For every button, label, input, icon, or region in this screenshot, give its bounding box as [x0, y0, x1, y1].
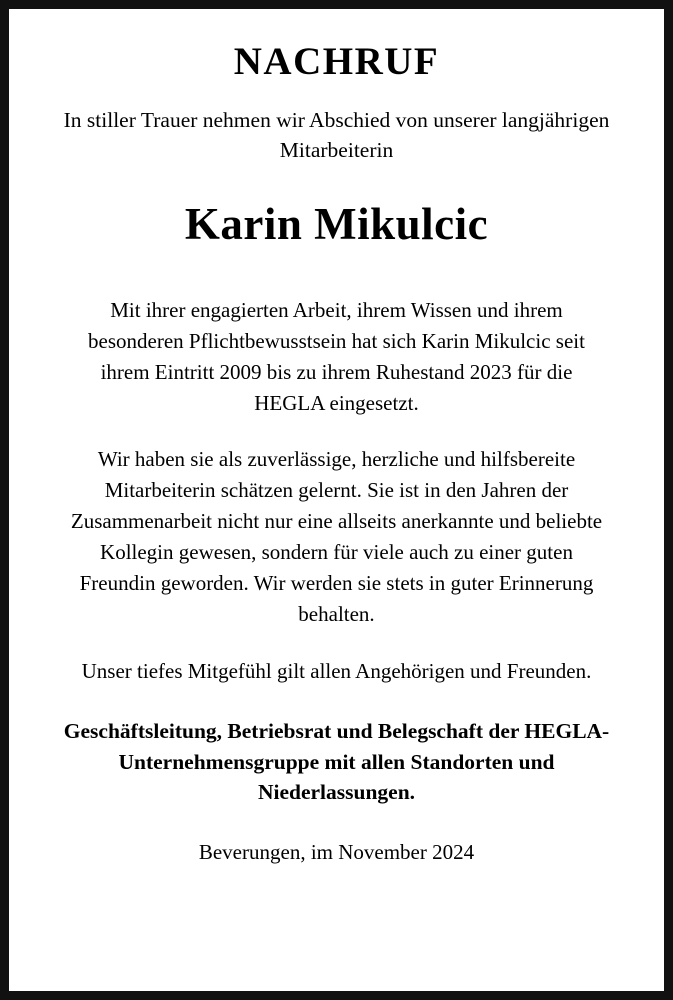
tribute-paragraph-1: Mit ihrer engagierten Arbeit, ihrem Wissen und ihrem besonderen Pflichtbewusstsein hat sich Karin Mikulcic seit ihrem Eintritt 2009 bis zu ihrem Ruhestand 2023 für die HEGLA eingesetzt.: [88, 297, 585, 415]
page-title: NACHRUF: [233, 40, 440, 83]
condolence-paragraph: Unser tiefes Mitgefühl gilt allen Angehörigen und Freunden.: [81, 658, 592, 683]
obituary-content: [9, 9, 664, 991]
place-and-date: Beverungen, im November 2024: [198, 839, 475, 864]
intro-text: In stiller Trauer nehmen wir Abschied von unserer langjährigen Mitarbeiterin: [63, 107, 610, 162]
deceased-name: Karin Mikulcic: [184, 199, 489, 250]
tribute-paragraph-2: Wir haben sie als zuverlässige, herzliche und hilfsbereite Mitarbeiterin schätzen gelernt. Sie ist in den Jahren der Zusammenarbeit nicht nur eine allseits anerkannte und beliebte Kollegin gewesen, sondern für viele auch zu einer guten Freundin geworden. Wir werden sie stets in guter Erinnerung behalten.: [70, 447, 603, 626]
signature-block: Geschäftsleitung, Betriebsrat und Belegschaft der HEGLA-Unternehmensgruppe mit allen Standorten und Niederlassungen.: [63, 719, 610, 805]
